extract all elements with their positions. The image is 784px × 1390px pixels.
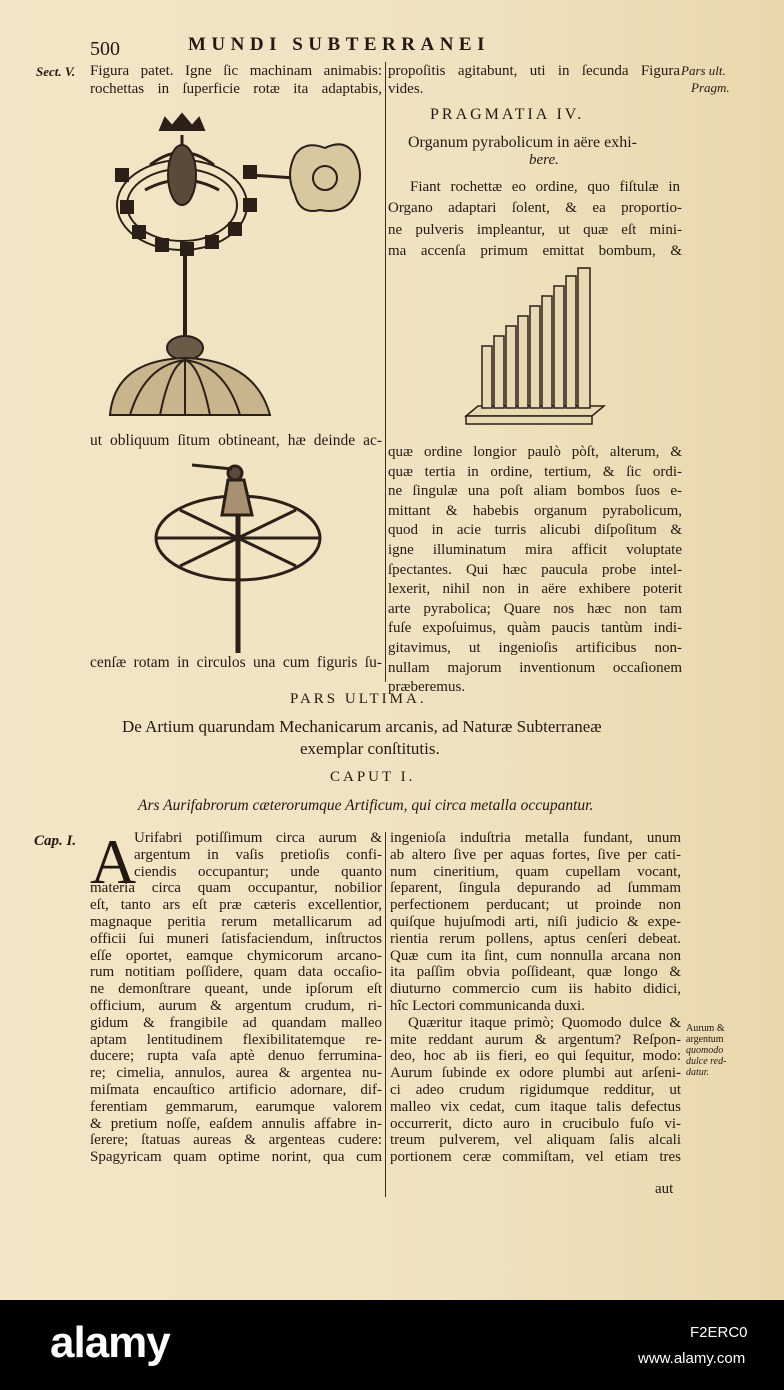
text-line: ducere; rupta vaſa aptè denuo ferrumina- [90,1048,382,1065]
text-line: nullam majorum inventionum occaſionem [388,659,682,676]
text-line: rum notitiam poſſidere, quam data occaſio- [90,964,382,981]
text-line: mite reddant aurum & argentum? Reſpon- [390,1031,681,1048]
text-line: quæ tertia in ordine, tertium, & ſic ordi- [388,463,682,480]
text-line: rochettas in ſuperficie rotæ ita adaptabis, [90,80,382,97]
margin-note-line: Aurum & [686,1023,725,1034]
text-line: ita paſſim obvia poſſideant, quæ longo & [390,964,681,981]
alamy-url: www.alamy.com [638,1350,746,1367]
text-line: materia circa quam occupantur, nobilior [90,880,382,897]
figure-eagle-wheel [100,110,370,420]
text-line: arte pyrabolica; Quare nos hæc non tam [388,600,682,617]
drop-cap: A [90,826,137,897]
margin-note-line: argentum [686,1034,724,1045]
text-line: malleo vix cedat, cum itaque talis defectus [390,1098,681,1115]
text-line: re; cimelia, annulos, aurea & argentea nu- [90,1065,382,1082]
margin-note-pragm: Pragm. [691,80,730,95]
text-line: quod in acie turris alicubi diſpoſitum & [388,522,682,539]
margin-note-chapter: Cap. I. [34,833,77,849]
pars-ultima-title: PARS ULTIMA. [290,691,427,707]
pragmatia-subheading-2: bere. [529,152,559,168]
text-line: igne illuminatum mira afficit voluptate [388,542,682,558]
text-line: rientia rerum pollens, aptus cenſeri debeat. [390,930,681,947]
chapter-heading: CAPUT I. [330,769,416,785]
text-line: Quæritur itaque primò; Quomodo dulce & [408,1014,681,1031]
margin-note-section: Sect. V. [36,64,76,79]
text-line: aptam lentitudinem flexibilitatemque re- [90,1031,382,1048]
text-line: ſeparent, ſingula depurando ad ſummam [390,880,681,897]
text-line: & pretium noſſe, eaſdem annulis affabre in- [90,1115,382,1132]
chapter-title: Ars Aurifabrorum cæterorumque Artificum, qui circa metalla occupantur. [138,797,594,814]
text-line: Spagyricam quam optime norint, qua cum [90,1149,382,1166]
text-line: occurrerit, dicto auro in crucibulo fuſo vi- [390,1115,681,1132]
text-line: quæ ordine longior paulò pòſt, alterum, & [388,444,682,460]
text-line: Quæ cum ita ſint, cum nonnulla arcana non [390,947,681,964]
text-line: Organo adaptari ſolent, & ea proportio- [388,200,682,217]
text-line: miſmata encauſtico artificio adornare, dif- [90,1082,382,1098]
text-line: ci adeo crudum rigidumque redditur, ut [390,1082,681,1098]
text-line: argentum in vaſis pretioſis confi- [134,846,382,863]
pragmatia-heading: PRAGMATIA IV. [430,106,585,123]
text-line: vides. [388,80,424,97]
text-line: treum pulverem, vel aliquam ſalis alcali [390,1132,681,1149]
text-line: gidum & frangibile ad quandam malleo [90,1014,382,1031]
margin-note-line: quomodo [686,1045,724,1056]
text-line: præberemus. [388,679,466,696]
text-line: ſerere; ſtatuas aureas & argenteas cudere: [90,1132,382,1149]
text-line: Figura patet. Igne ſic machinam animabis: [90,63,382,79]
text-line: num cineritium, quam cupellam vocant, [390,863,681,880]
text-line: lexerit, nihil non in aëre exhibere poterit [388,581,682,598]
text-line: hîc Lectori communicanda duxi. [390,998,585,1014]
text-line: ſpectantes. Qui hæc paucula probe intel- [388,561,682,578]
text-line: Fiant rochettæ eo ordine, quo fiſtulæ in [410,179,680,195]
margin-note-aurum [686,1023,726,1078]
text-line: magnaque peritia rerum metallicarum ad [90,914,382,930]
text-line: Urifabri potiſſimum circa aurum & [134,830,382,846]
margin-note-line: datur. [686,1067,710,1078]
text-line: propoſitis agitabunt, uti in ſecunda Figura [388,63,680,79]
text-line: officium, aurum & argentum crudum, ri- [90,998,382,1014]
column-divider-top [385,62,386,682]
text-line: gitavimus, ut ingenioſis artificibus non- [388,640,682,656]
text-line: diuturno commercio cum iis habito didici, [390,981,681,998]
text-line: quiſque hujuſmodi arti, niſi judicio & expe- [390,914,681,930]
section-subtitle-2: exemplar conſtitutis. [300,739,440,758]
column-divider-bottom [385,832,386,1197]
text-line: ab altero ſive per aquas fortes, ſive per cati- [390,846,681,863]
text-line: ut obliquum ſitum obtineant, hæ deinde ac- [90,432,382,449]
text-line: eſſe oportet, eamque chymicorum arcano- [90,947,382,964]
margin-note-line: dulce red- [686,1056,727,1067]
margin-note-pars: Pars ult. [681,63,726,78]
text-line: cenſæ rotam in circulos una cum figuris ſu- [90,654,382,671]
text-line: portionem ceræ commiſtam, vel etiam tres [390,1149,681,1166]
alamy-logo: alamy [50,1318,170,1367]
text-line: ne pulveris impleantur, ut quæ eſt mini- [388,221,682,238]
text-line: officii ſui muneri ſatisfaciendum, inſtructos [90,930,382,947]
image-id: F2ERC0 [690,1324,748,1341]
text-line: Aurum ſubinde ex odore plumbi aut arſeni- [390,1065,681,1082]
section-subtitle-1: De Artium quarundam Mechanicarum arcanis, ad Naturæ Subterraneæ [122,717,602,736]
page-number: 500 [90,38,120,60]
running-title: MUNDI SUBTERRANEI [188,34,490,55]
text-line: fuſe expoſuimus, quàm paucis tantùm indi- [388,620,682,637]
pragmatia-subheading-1: Organum pyrabolicum in aëre exhi- [408,134,637,151]
text-line: ne demonſtrare queant, unde ipſorum eſt [90,981,382,998]
text-line: deo, hoc ab iis fieri, eo qui ſequitur, modo: [390,1048,681,1065]
text-line: ingenioſa induſtria metalla fundant, unum [390,830,681,846]
watermark-footer [0,1300,784,1390]
catchword: aut [655,1181,674,1197]
text-line: ma accenſa primum emittat bombum, & [388,242,682,259]
text-line: perfectionem perducant; ut proinde non [390,897,681,914]
text-line: ferentiam gemmarum, earumque valorem [90,1098,382,1115]
text-line: mittant & habebis organum pyrabolicum, [388,502,682,519]
text-line: eſt, tanto ars eſt præ cæteris excellentior, [90,897,382,914]
text-line: ciendis occupantur; unde quanto [134,863,382,880]
figure-rotating-wheel [140,455,340,655]
figure-organ-pipes [462,266,612,428]
text-line: ne ſingulæ una poſt aliam bombos ſuos e- [388,483,682,500]
